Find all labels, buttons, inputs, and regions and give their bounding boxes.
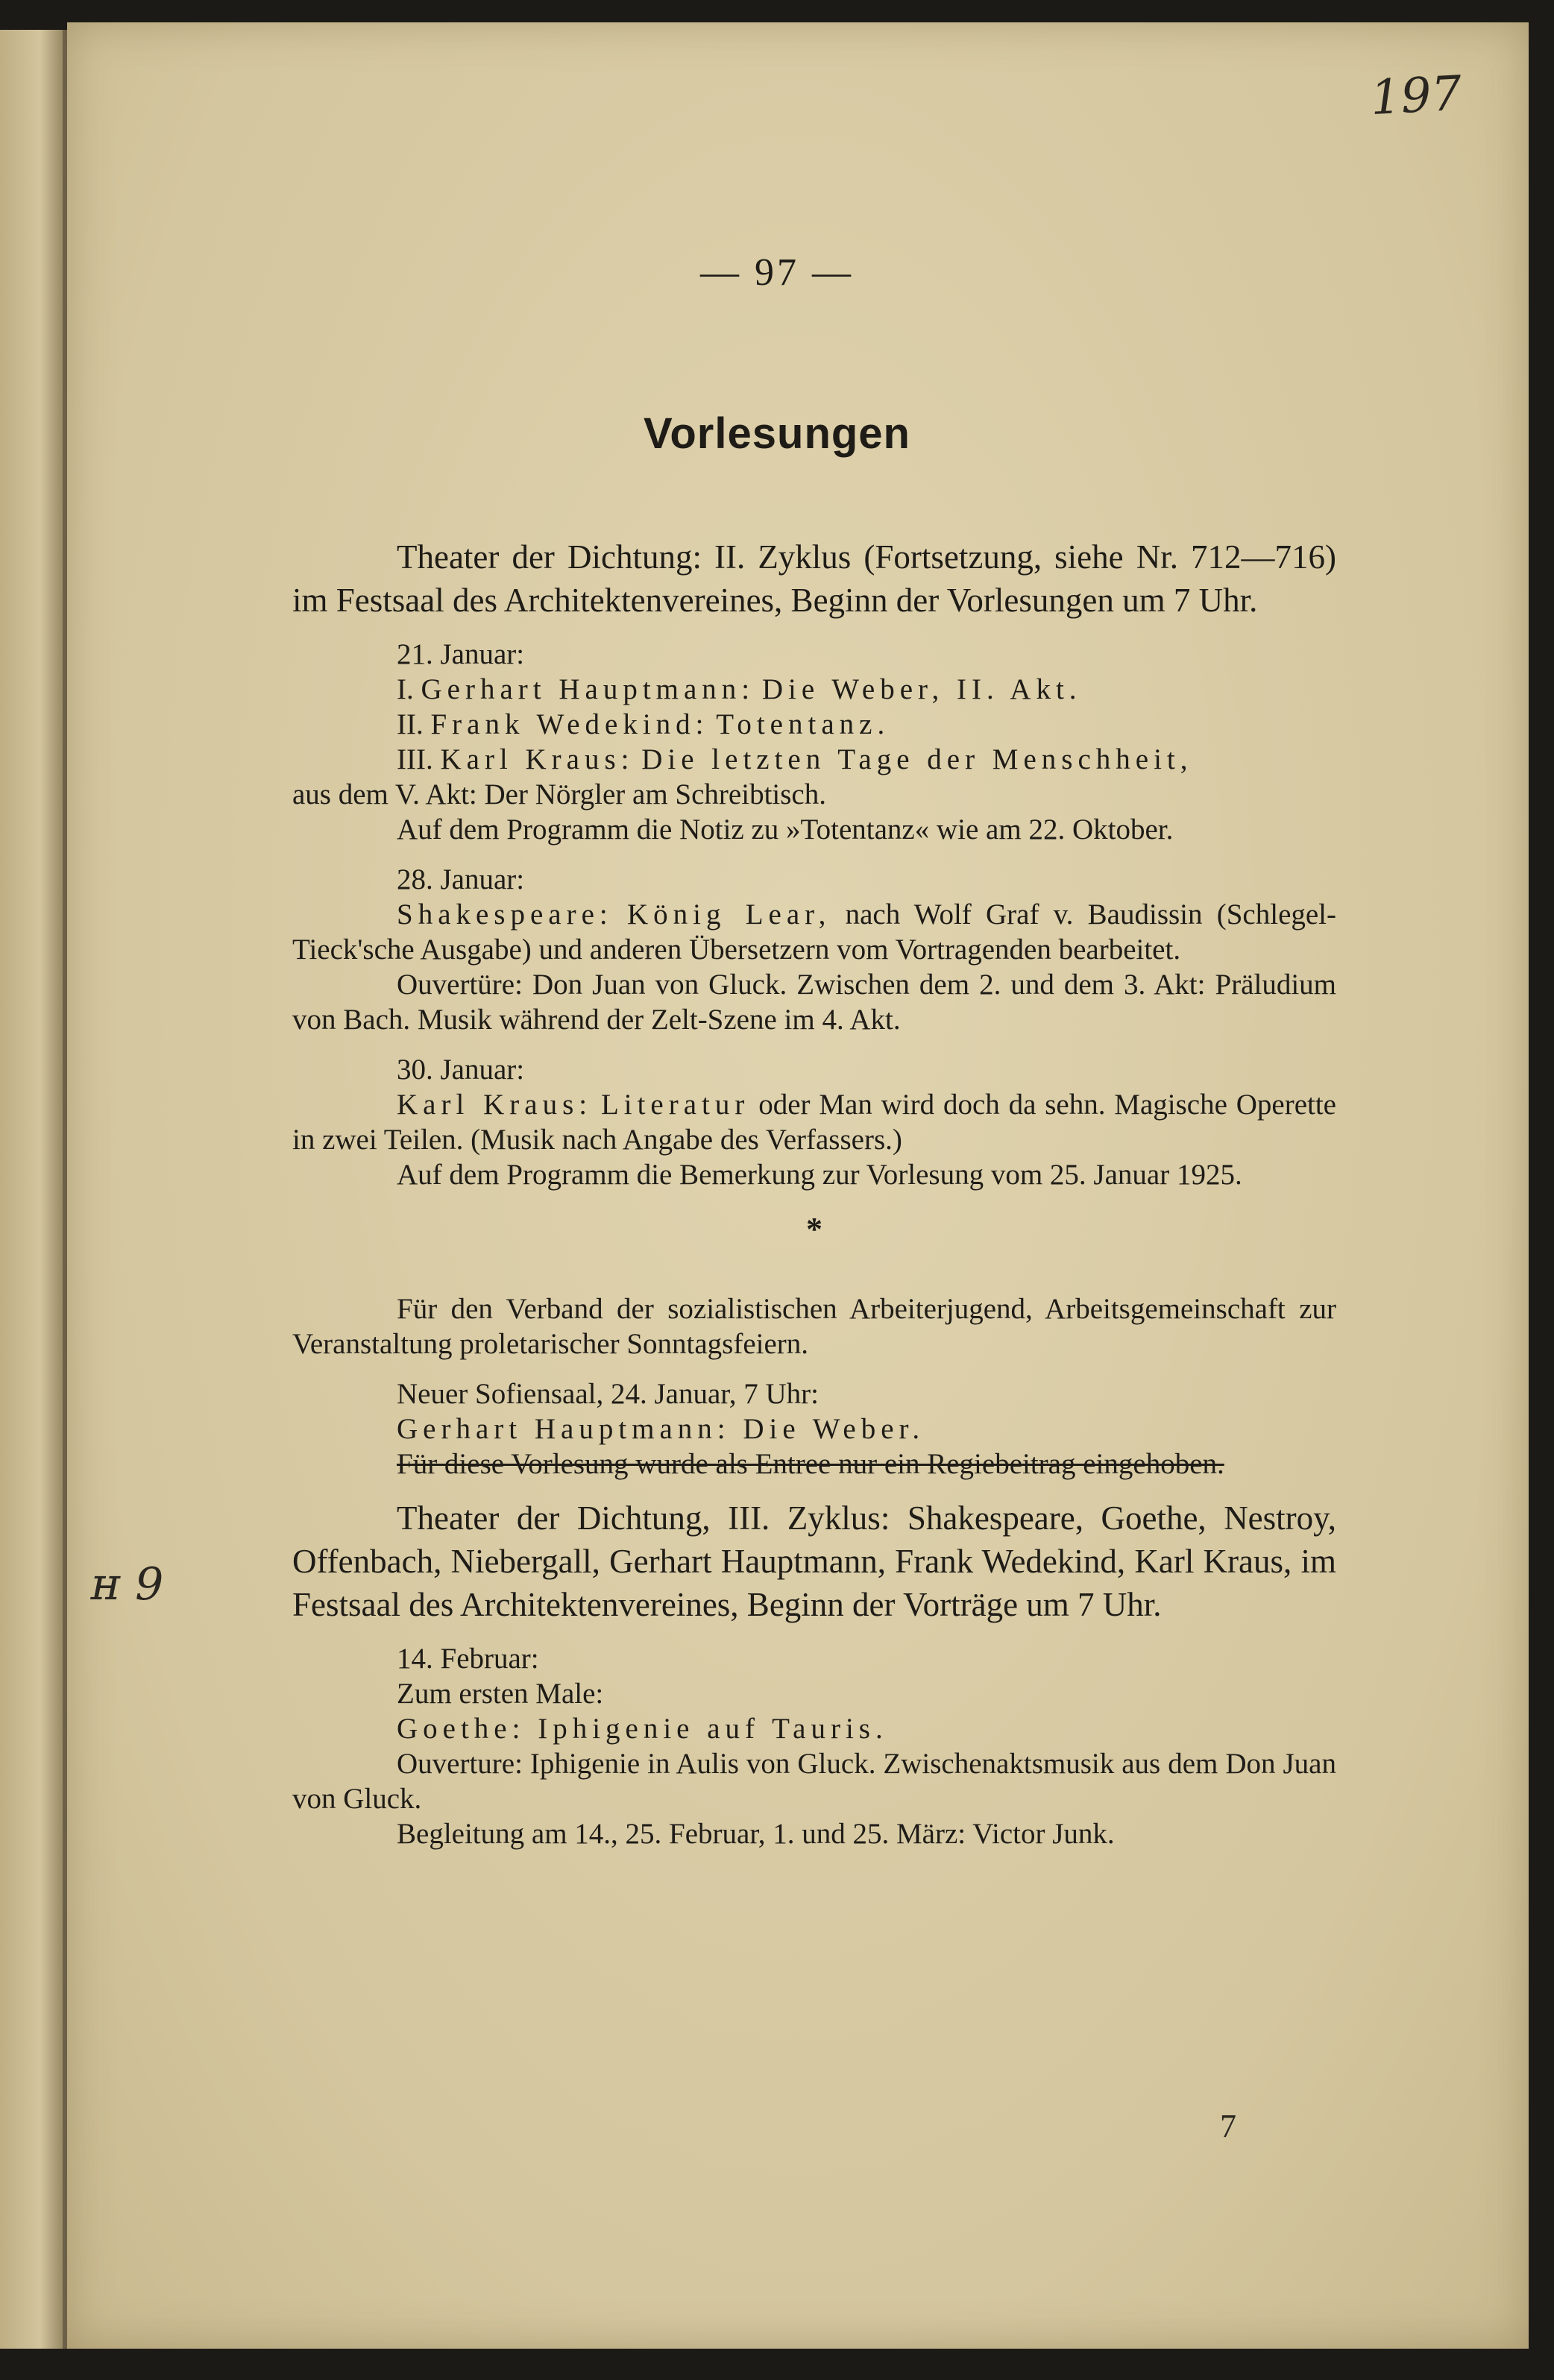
jan30-text: oder Man wird doch da sehn. Magische Operette in zwei Teilen. (Musik nach Angabe des Verfassers.) (292, 1089, 1336, 1156)
book-spine (0, 30, 67, 2349)
jan21-item3-cont: aus dem V. Akt: Der Nörgler am Schreibtisch. (292, 778, 826, 810)
jan21-item1 (292, 672, 1336, 707)
spacer (292, 622, 1336, 637)
page-title: Vorlesungen (644, 409, 910, 458)
item1-roman: I. (397, 673, 414, 705)
jan30-date: 30. Januar: (397, 1054, 525, 1086)
section2-intro: Für den Verband der sozialistischen Arbeiterjugend, Arbeitsgemeinschaft zur Veranstaltung proletarischer Sonntagsfeiern. (292, 1292, 1336, 1360)
section3-intro: Theater der Dichtung, III. Zyklus: Shakespeare, Goethe, Nestroy, Offenbach, Niebergall, Gerhart Hauptmann, Frank Wedekind, Karl Kraus, im Festsaal des Architektenvereines, Beginn der Vorträge um 7 Uhr. (292, 1499, 1336, 1623)
section1-intro: Theater der Dichtung: II. Zyklus (Fortsetzung, siehe Nr. 712—716) im Festsaal des Architektenvereines, Beginn der Vorlesungen um 7 Uhr. (292, 538, 1336, 619)
item3-author: Karl Kraus: (440, 743, 635, 775)
feb14-first: Zum ersten Male: (397, 1677, 604, 1710)
jan28-author: Shakespeare: (397, 898, 613, 931)
spacer (292, 1361, 1336, 1376)
jan30-title: Literatur (600, 1089, 750, 1121)
jan21-date: 21. Januar: (397, 638, 525, 670)
spacer (292, 847, 1336, 862)
spacer (292, 1626, 1336, 1641)
item1-author: Gerhart Hauptmann: (421, 673, 755, 705)
section-theater-cycle-2 (292, 535, 1336, 1851)
jan30-author: Karl Kraus: (397, 1089, 593, 1121)
item2-title: Totentanz. (716, 708, 890, 740)
jan30-note: Auf dem Programm die Bemerkung zur Vorlesung vom 25. Januar 1925. (397, 1159, 1242, 1191)
feb14-accompaniment: Begleitung am 14., 25. Februar, 1. und 25. März: Victor Junk. (397, 1817, 1115, 1850)
page-number: — 97 — (700, 251, 854, 294)
spacer (292, 1037, 1336, 1052)
feb14-work: Goethe: Iphigenie auf Tauris. (397, 1712, 888, 1745)
section2-work: Gerhart Hauptmann: Die Weber. (397, 1412, 925, 1445)
jan21-item2 (292, 707, 1336, 742)
item3-title: Die letzten Tage der Menschheit, (641, 743, 1193, 775)
item1-title: Die Weber, II. Akt. (761, 673, 1082, 705)
section2-struck-note: Für diese Vorlesung wurde als Entree nur ein Regiebeitrag eingehoben. (397, 1447, 1224, 1480)
jan30-entry (292, 1087, 1336, 1157)
jan28-text: nach Wolf Graf v. Baudissin (Schlegel-Tieck'sche Ausgabe) und anderen Übersetzern vom Vortragenden bearbeitet. (292, 898, 1337, 966)
feb14-music: Ouverture: Iphigenie in Aulis von Gluck. Zwischenaktsmusik aus dem Don Juan von Gluck. (292, 1747, 1336, 1815)
separator-asterisk: * (806, 1211, 822, 1247)
jan28-date: 28. Januar: (397, 863, 525, 895)
bottom-mark: 7 (1220, 2108, 1236, 2144)
jan28-music: Ouvertüre: Don Juan von Gluck. Zwischen dem 2. und dem 3. Akt: Präludium von Bach. Musik während der Zelt-Szene im 4. Akt. (292, 969, 1336, 1036)
item2-roman: II. (397, 708, 424, 740)
jan21-item3 (292, 742, 1336, 777)
jan21-note: Auf dem Programm die Notiz zu »Totentanz« wie am 22. Oktober. (397, 813, 1174, 846)
section2-venue: Neuer Sofiensaal, 24. Januar, 7 Uhr: (397, 1377, 819, 1410)
item3-roman: III. (397, 743, 433, 775)
item2-author: Frank Wedekind: (430, 708, 709, 740)
spacer (292, 1482, 1336, 1496)
handwritten-folio: 197 (1369, 66, 1464, 127)
jan28-entry (292, 897, 1336, 967)
jan28-title: König Lear, (627, 898, 831, 931)
handwritten-margin-note: ʜ 9 (91, 1558, 164, 1611)
feb14-date: 14. Februar: (397, 1642, 539, 1675)
